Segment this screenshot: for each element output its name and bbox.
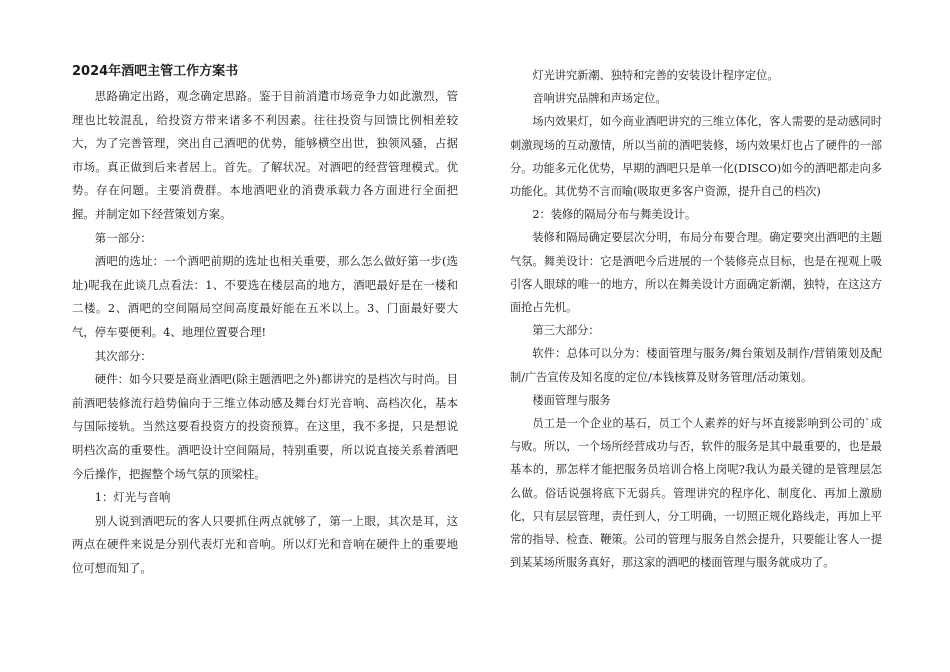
heading-part-two: 其次部分： xyxy=(94,348,152,363)
paragraph-lighting-audio: 别人说到酒吧玩的客人只要抓住两点就够了，第一上眼，其次是耳，这两点在硬件来说是分别代表灯光和音响。所以灯光和音响在硬件上的重要地位可想而知了。 xyxy=(72,513,458,575)
paragraph-lighting: 灯光讲究新潮、独特和完善的安装设计程序定位。 xyxy=(532,69,779,82)
paragraph-site-selection: 酒吧的选址：一个酒吧前期的选址也相关重要，那么怎么做好第一步(选址)呢我在此谈几点看法：1、不要选在楼层高的地方，酒吧最好是在一楼和二楼。2、酒吧的空间隔局空间高度最好能在五米以上。3、门面最好要大气，停车要便利。4、地理位置要合理! xyxy=(72,254,458,339)
paragraph-software: 软件：总体可以分为：楼面管理与服务/舞台策划及制作/营销策划及配制/广告宣传及知名度的定位/本钱核算及财务管理/活动策划。 xyxy=(510,347,882,384)
heading-decoration-layout: 2：装修的隔局分布与舞美设计。 xyxy=(532,208,697,222)
heading-part-one: 第一部分： xyxy=(94,230,152,245)
paragraph-hardware: 硬件：如今只要是商业酒吧(除主题酒吧之外)都讲究的是档次与时尚。目前酒吧装修流行趋势偏向于三维立体动感及舞台灯光音响、高档次化，基本与国际接轨。当然这要看投资方的投资预算。在这里，我不多提，只是想说明档次高的重要性。酒吧设计空间隔局，特别重要，所以说直接关系着酒吧今后操作，把握整个场气氛的顶梁柱。 xyxy=(72,372,458,481)
paragraph-audio: 音响讲究品牌和声场定位。 xyxy=(532,92,667,106)
left-column xyxy=(72,62,458,580)
paragraph-floor-management: 员工是一个企业的基石，员工个人素养的好与坏直接影响到公司的`成与败。所以，一个场所经营成功与否，软件的服务是其中最重要的，也是最基本的，那怎样才能把服务员培训合格上岗呢?我认为最关键的是管理层怎么做。俗话说强将底下无弱兵。管理讲究的程序化、制度化、再加上激励化，只有层层管理，责任到人，分工明确，一切照正规化路线走，再加上平常的指导、检查、鞭策。公司的管理与服务自然会提升，只要能让客人一提到某某场所服务真好，那这家的酒吧的楼面管理与服务就成功了。 xyxy=(510,417,882,570)
right-column xyxy=(510,64,882,574)
heading-lighting-audio: 1：灯光与音响 xyxy=(94,490,171,505)
paragraph-effect-lights: 场内效果灯，如今商业酒吧讲究的三维立体化，客人需要的是动感同时刺激现场的互动激情，所以当前的酒吧装修，场内效果灯也占了硬件的一部分。功能多元化优势，早期的酒吧只是单一化(DISCO)如今的酒吧都走向多功能化。其优势不言而喻(吸取更多客户资源，提升自己的档次) xyxy=(510,115,882,199)
document-title: 2024年酒吧主管工作方案书 xyxy=(72,64,239,79)
heading-part-three: 第三大部分： xyxy=(532,324,600,338)
paragraph-decoration-layout: 装修和隔局确定要层次分明，布局分布要合理。确定要突出酒吧的主题气氛。舞美设计：它是酒吧今后进展的一个装修亮点目标，也是在视观上吸引客人眼球的唯一的地方，所以在舞美设计方面确定新潮，独特，在这这方面抢占先机。 xyxy=(510,231,882,315)
heading-floor-management: 楼面管理与服务 xyxy=(532,393,611,407)
paragraph-intro: 思路确定出路，观念确定思路。鉴于目前消遣市场竞争力如此激烈，管理也比较混乱，给投资方带来诸多不利因素。往往投资与回馈比例相差较大，为了完善管理，突出自己酒吧的优势，能够横空出世，独领风骚，占据市场。真正做到后来者居上。首先。了解状况。对酒吧的经营管理模式。优势。存在问题。主要消费群。本地酒吧业的消费承载力各方面进行全面把握。并制定如下经营策划方案。 xyxy=(72,89,458,221)
